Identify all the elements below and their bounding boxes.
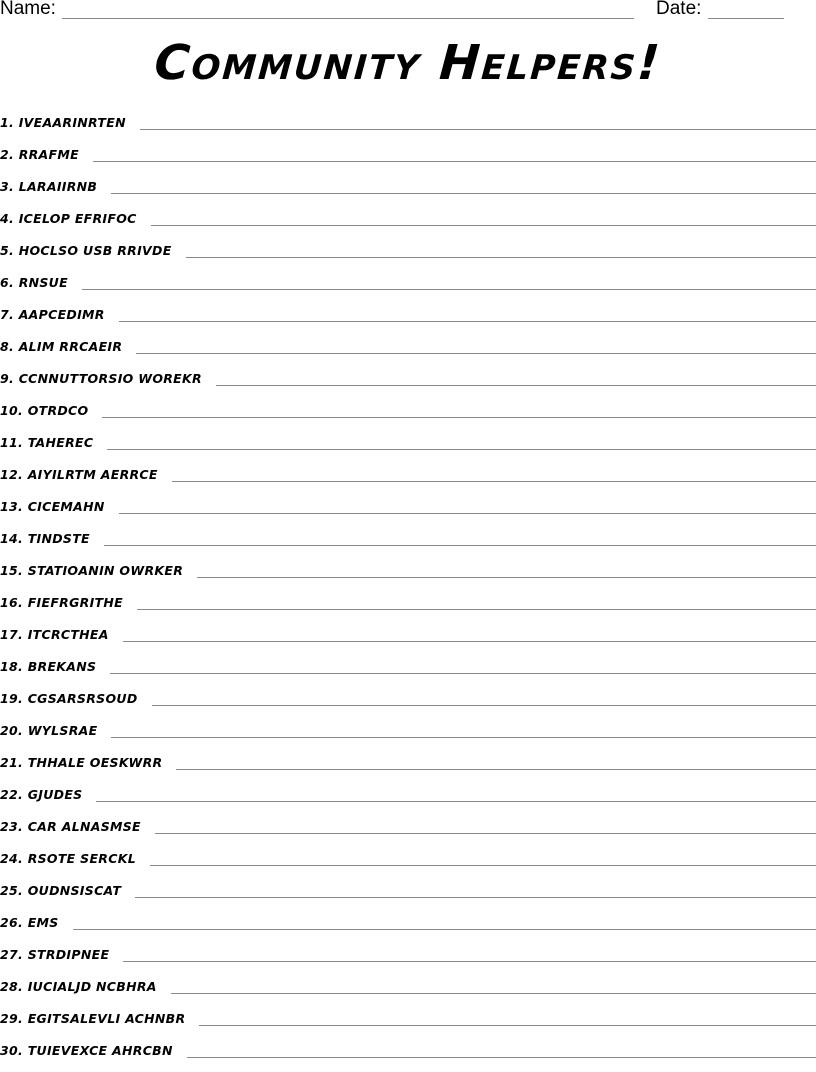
list-item [0, 240, 816, 272]
name-label: Name: [0, 0, 56, 19]
list-item [0, 912, 816, 944]
scrambled-word: 6. RNSUE [0, 275, 68, 290]
list-item [0, 112, 816, 144]
list-item [0, 624, 816, 656]
answer-line[interactable] [123, 961, 816, 962]
scrambled-word: 22. GJUDES [0, 787, 83, 802]
answer-line[interactable] [216, 385, 816, 386]
list-item [0, 816, 816, 848]
answer-line[interactable] [155, 833, 816, 834]
answer-line[interactable] [96, 801, 816, 802]
scrambled-word: 21. THHALE OESKWRR [0, 755, 163, 770]
scrambled-word: 12. AIYILRTM AERRCE [0, 467, 158, 482]
list-item [0, 784, 816, 816]
scrambled-word: 25. OUDNSISCAT [0, 883, 122, 898]
scrambled-word: 2. RRAFME [0, 147, 79, 162]
answer-line[interactable] [140, 129, 816, 130]
answer-line[interactable] [176, 769, 816, 770]
answer-line[interactable] [73, 929, 816, 930]
answer-line[interactable] [93, 161, 816, 162]
scrambled-word: 1. IVEAARINRTEN [0, 115, 126, 130]
answer-line[interactable] [186, 257, 816, 258]
date-field[interactable] [708, 18, 784, 19]
list-item [0, 592, 816, 624]
list-item [0, 976, 816, 1008]
page-title: Community Helpers! [152, 35, 664, 91]
list-item [0, 336, 816, 368]
scramble-list [0, 112, 816, 1072]
answer-line[interactable] [152, 705, 816, 706]
scrambled-word: 11. TAHEREC [0, 435, 94, 450]
answer-line[interactable] [137, 609, 816, 610]
scrambled-word: 7. AAPCEDIMR [0, 307, 105, 322]
list-item [0, 688, 816, 720]
answer-line[interactable] [82, 289, 816, 290]
scrambled-word: 24. RSOTE SERCKL [0, 851, 136, 866]
list-item [0, 400, 816, 432]
answer-line[interactable] [102, 417, 816, 418]
scrambled-word: 14. TINDSTE [0, 531, 90, 546]
answer-line[interactable] [187, 1057, 816, 1058]
list-item [0, 656, 816, 688]
scrambled-word: 19. CGSARSRSOUD [0, 691, 138, 706]
answer-line[interactable] [123, 641, 816, 642]
answer-line[interactable] [136, 353, 816, 354]
scrambled-word: 10. OTRDCO [0, 403, 89, 418]
list-item [0, 944, 816, 976]
answer-line[interactable] [171, 993, 816, 994]
answer-line[interactable] [111, 737, 816, 738]
list-item [0, 560, 816, 592]
answer-line[interactable] [135, 897, 816, 898]
answer-line[interactable] [110, 673, 816, 674]
scrambled-word: 20. WYLSRAE [0, 723, 98, 738]
answer-line[interactable] [119, 513, 816, 514]
answer-line[interactable] [104, 545, 816, 546]
list-item [0, 752, 816, 784]
scrambled-word: 29. EGITSALEVLI ACHNBR [0, 1011, 186, 1026]
list-item [0, 1008, 816, 1040]
list-item [0, 464, 816, 496]
list-item [0, 176, 816, 208]
scrambled-word: 17. ITCRCTHEA [0, 627, 109, 642]
answer-line[interactable] [119, 321, 816, 322]
scrambled-word: 23. CAR ALNASMSE [0, 819, 141, 834]
scrambled-word: 13. CICEMAHN [0, 499, 105, 514]
list-item [0, 1040, 816, 1072]
scrambled-word: 9. CCNNUTTORSIO WOREKR [0, 371, 202, 386]
scrambled-word: 5. HOCLSO USB RRIVDE [0, 243, 172, 258]
list-item [0, 720, 816, 752]
answer-line[interactable] [172, 481, 816, 482]
scrambled-word: 27. STRDIPNEE [0, 947, 110, 962]
scrambled-word: 30. TUIEVEXCE AHRCBN [0, 1043, 173, 1058]
scrambled-word: 26. EMS [0, 915, 59, 930]
list-item [0, 272, 816, 304]
name-field[interactable] [62, 18, 634, 19]
scrambled-word: 3. LARAIIRNB [0, 179, 98, 194]
answer-line[interactable] [197, 577, 816, 578]
worksheet-header [0, 0, 816, 24]
list-item [0, 880, 816, 912]
scrambled-word: 4. ICELOP EFRIFOC [0, 211, 137, 226]
scrambled-word: 8. ALIM RRCAEIR [0, 339, 123, 354]
list-item [0, 848, 816, 880]
list-item [0, 496, 816, 528]
list-item [0, 368, 816, 400]
answer-line[interactable] [151, 225, 816, 226]
answer-line[interactable] [150, 865, 816, 866]
date-label: Date: [656, 0, 702, 19]
answer-line[interactable] [107, 449, 816, 450]
scrambled-word: 16. FIEFRGRITHE [0, 595, 123, 610]
list-item [0, 208, 816, 240]
scrambled-word: 28. IUCIALJD NCBHRA [0, 979, 157, 994]
scrambled-word: 15. STATIOANIN OWRKER [0, 563, 184, 578]
list-item [0, 432, 816, 464]
list-item [0, 304, 816, 336]
list-item [0, 144, 816, 176]
answer-line[interactable] [199, 1025, 816, 1026]
scrambled-word: 18. BREKANS [0, 659, 97, 674]
list-item [0, 528, 816, 560]
answer-line[interactable] [111, 193, 816, 194]
